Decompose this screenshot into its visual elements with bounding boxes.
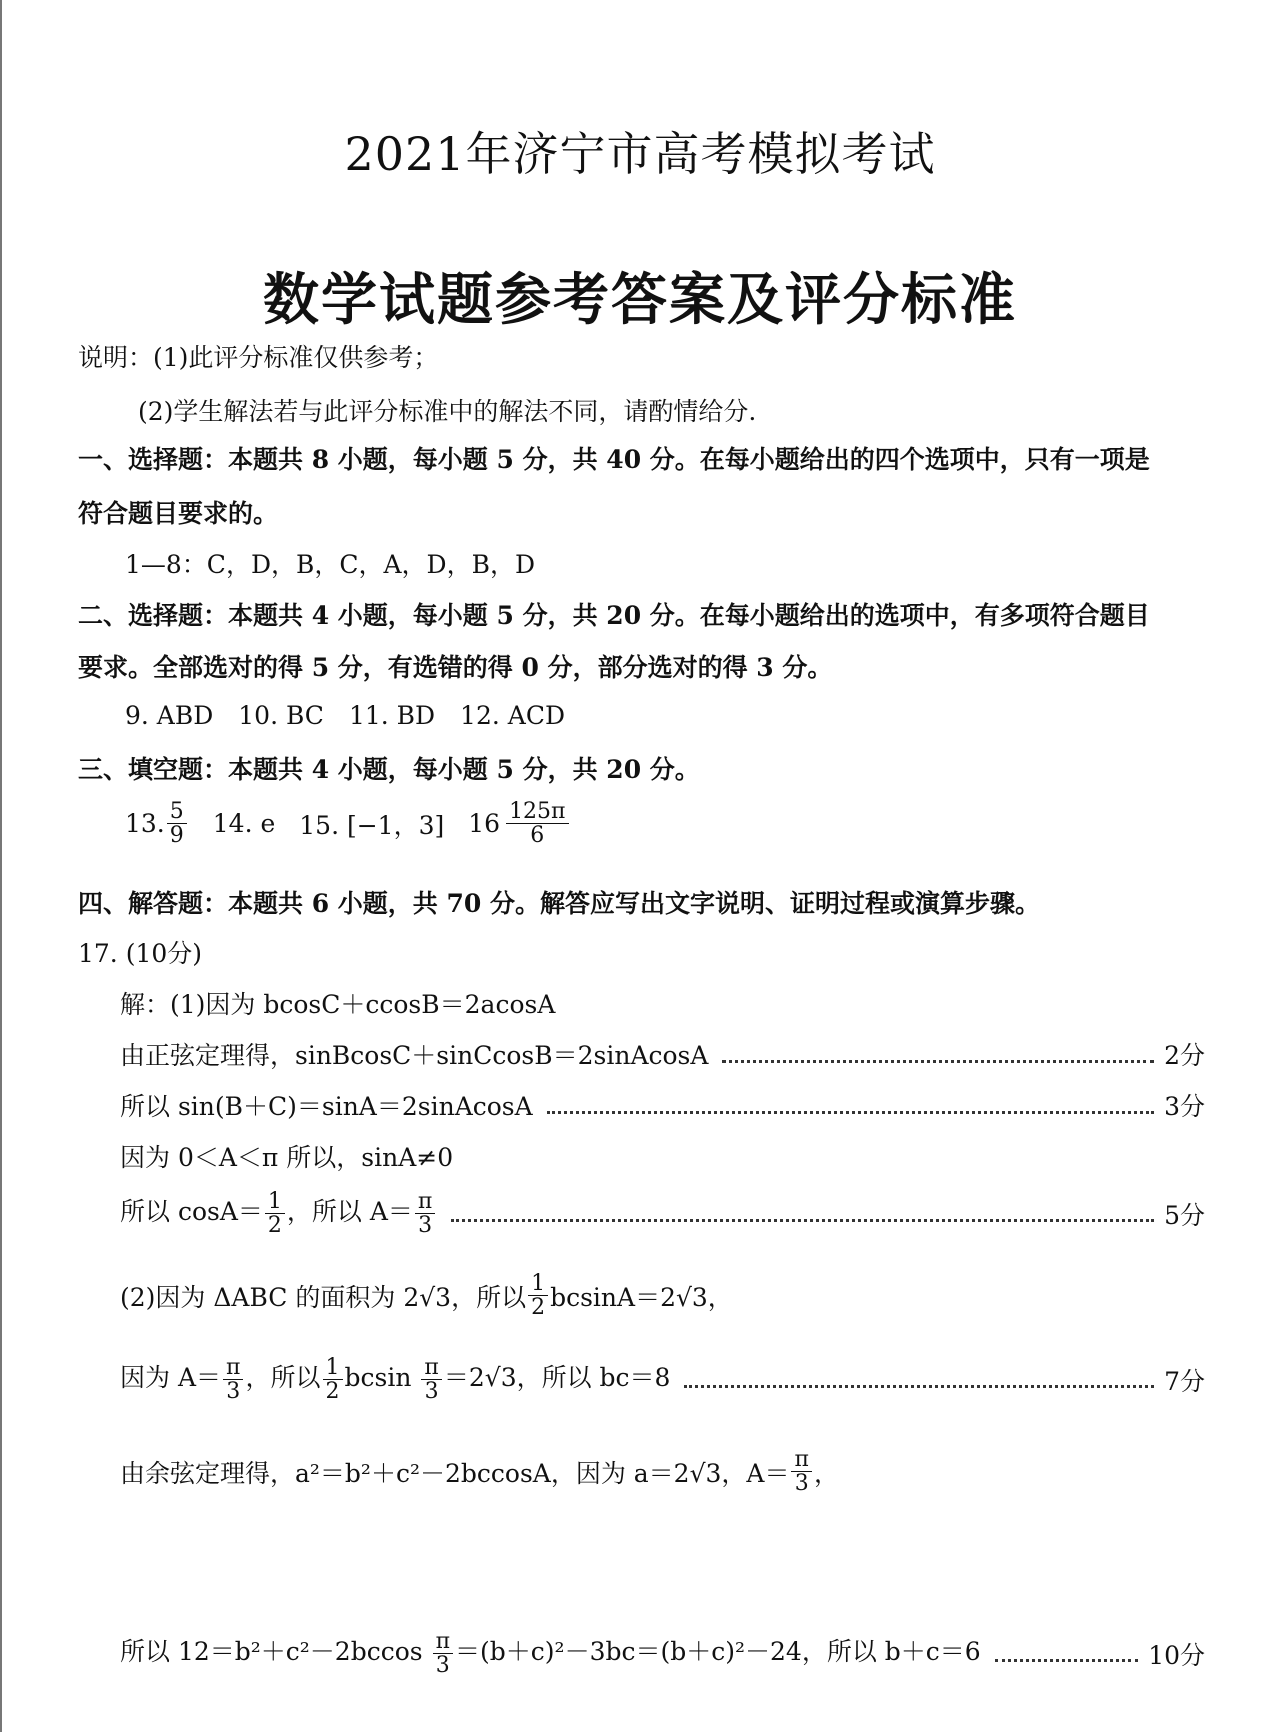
section1-answers: 1—8：C，D，B，C，A，D，B，D	[125, 550, 535, 579]
q17-step-5: 所以 cosA＝ $\frac{1}{2}$ ，所以 A＝ $\frac{\pi}{3}$ 5分	[120, 1189, 1205, 1239]
score-mark: 5分	[1164, 1200, 1205, 1230]
q13-label: 13.	[125, 809, 165, 839]
score-mark: 10分	[1148, 1640, 1205, 1670]
section1-heading-line2: 符合题目要求的。	[78, 499, 279, 528]
q17-step-3: 所以 sin(B＋C)＝sinA＝2sinAcosA 3分	[120, 1087, 1205, 1123]
q13-fraction: $\frac{5}{9}$	[167, 800, 187, 847]
score-mark: 3分	[1164, 1092, 1205, 1121]
q15-answer: 15. [−1，3]	[299, 810, 445, 840]
leader-dots	[684, 1371, 1154, 1388]
score-mark: 2分	[1164, 1041, 1205, 1070]
section3-heading: 三、填空题：本题共 4 小题，每小题 5 分，共 20 分。	[78, 755, 700, 784]
score-mark: 7分	[1164, 1366, 1205, 1396]
document-title: 数学试题参考答案及评分标准	[263, 267, 1017, 333]
q17-step-7: 因为 A＝ $\frac{\pi}{3}$ ，所以 $\frac{1}{2}$ bcsin $\frac{\pi}{3}$ ＝2√3，所以 bc＝8 7分	[120, 1355, 1205, 1405]
section2-heading-line2: 要求。全部选对的得 5 分，有选错的得 0 分，部分选对的得 3 分。	[78, 653, 833, 682]
q17-step-2: 由正弦定理得，sinBcosC＋sinCcosB＝2sinAcosA 2分	[120, 1036, 1205, 1072]
section2-answers: 9. ABD 10. BC 11. BD 12. ACD	[125, 701, 565, 730]
q17-label: 17. (10分)	[78, 939, 203, 968]
note-line-2: (2)学生解法若与此评分标准中的解法不同，请酌情给分.	[138, 397, 757, 426]
section1-heading-line1: 一、选择题：本题共 8 小题，每小题 5 分，共 40 分。在每小题给出的四个选项中，只有一项是	[78, 445, 1150, 474]
q17-step-1: 解：(1)因为 bcosC＋ccosB＝2acosA	[120, 990, 556, 1019]
section3-answers	[125, 800, 571, 847]
section2-heading-line1: 二、选择题：本题共 4 小题，每小题 5 分，共 20 分。在每小题给出的选项中，有多项符合题目	[78, 601, 1150, 630]
q14-answer: 14. e	[212, 809, 276, 839]
section4-heading: 四、解答题：本题共 6 小题，共 70 分。解答应写出文字说明、证明过程或演算步骤。	[78, 889, 1041, 918]
leader-dots	[722, 1046, 1154, 1063]
q17-step-6: (2)因为 ΔABC 的面积为 2√3，所以 $\frac{1}{2}$ bcsinA＝2√3，	[120, 1271, 733, 1321]
q16-label: 16	[468, 809, 501, 839]
q17-step-4: 因为 0＜A＜π 所以，sinA≠0	[120, 1143, 454, 1172]
exam-title: 2021年济宁市高考模拟考试	[344, 127, 936, 181]
q17-step-9: 所以 12＝b²＋c²－2bccos $\frac{\pi}{3}$ ＝(b＋c)²－3bc＝(b＋c)²－24，所以 b＋c＝6 10分	[120, 1629, 1205, 1679]
leader-dots	[995, 1645, 1139, 1662]
q16-fraction: $\frac{125\pi}{6}$	[506, 800, 568, 847]
q17-step-8: 由余弦定理得，a²＝b²＋c²－2bccosA，因为 a＝2√3，A＝ $\frac{\pi}{3}$ ，	[120, 1447, 839, 1497]
note-line-1: 说明：(1)此评分标准仅供参考；	[78, 343, 439, 372]
leader-dots	[451, 1205, 1154, 1222]
leader-dots	[547, 1097, 1154, 1114]
